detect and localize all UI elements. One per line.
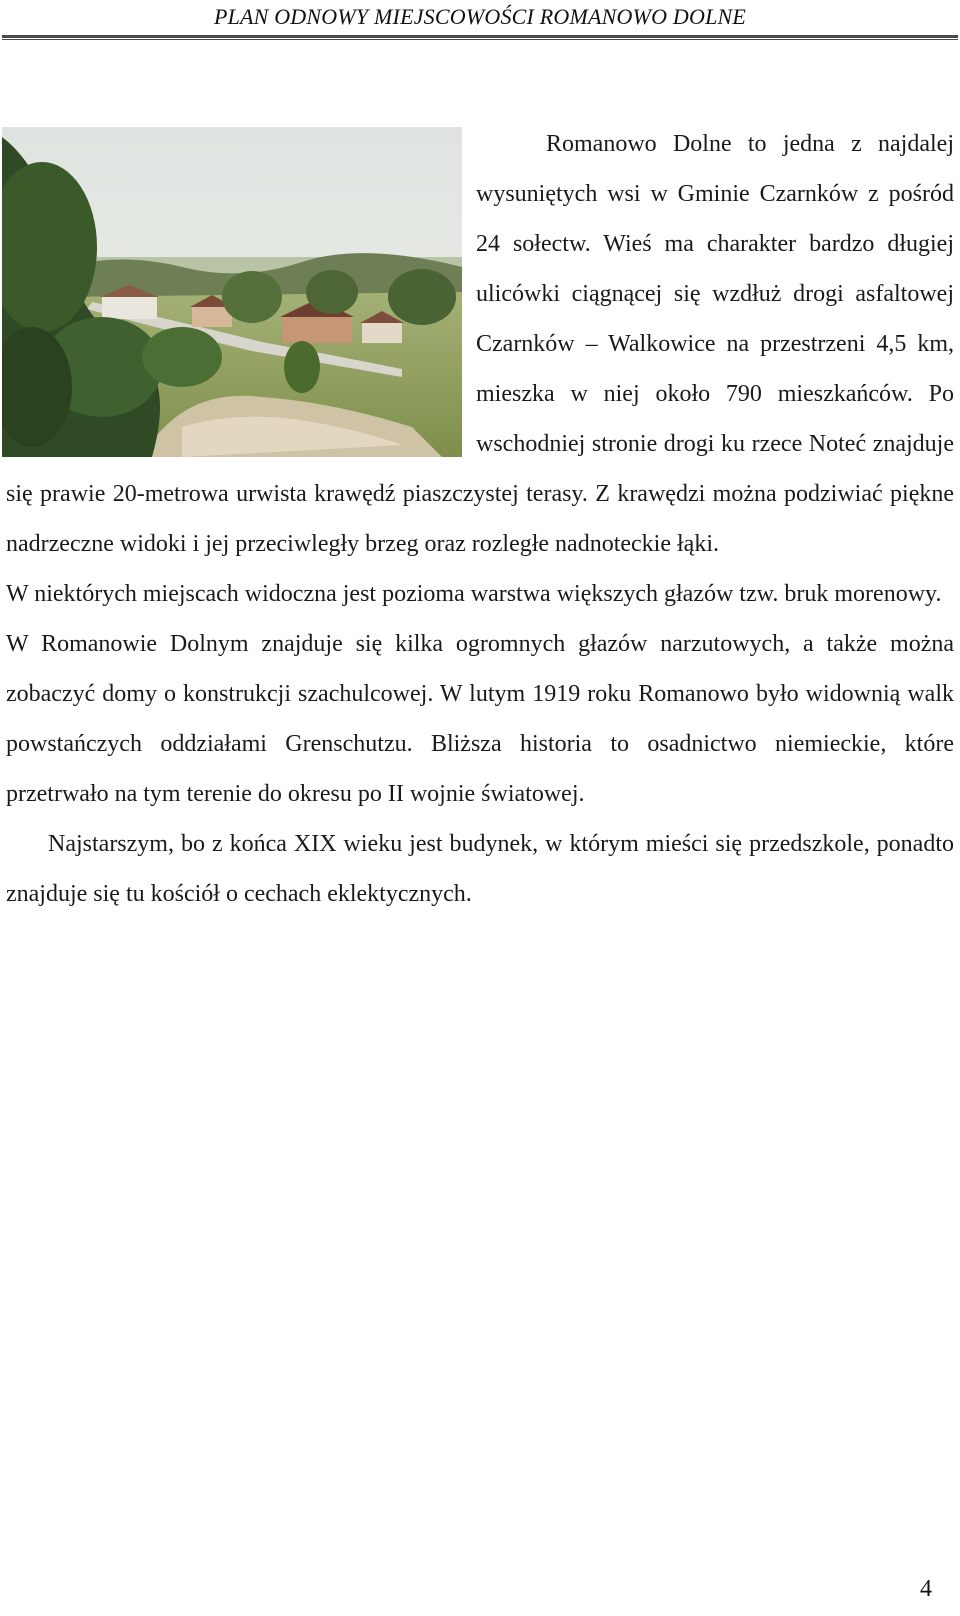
village-landscape-photo bbox=[2, 127, 462, 457]
header-rule bbox=[2, 35, 958, 38]
header-title: PLAN ODNOWY MIEJSCOWOŚCI ROMANOWO DOLNE bbox=[213, 4, 747, 29]
document-body bbox=[6, 119, 954, 919]
paragraph-intro-text: Romanowo Dolne to jedna z najdalej wysuniętych wsi w Gminie Czarnków z pośród 24 sołectw. Wieś ma charakter bardzo długiej ulicówki ciągnącej się wzdłuż drogi asfaltowej Czarnków – Walkowice na przestrzeni 4,5 km, mieszka w niej około 790 mieszkańców. Po wschodniej stronie drogi ku rzece Noteć znajduje się prawie 20-metrowa urwista krawędź piaszczystej terasy. Z krawędzi można podziwiać piękne nadrzeczne widoki i jej przeciwległy brzeg oraz rozległe nadnoteckie łąki. bbox=[6, 131, 954, 557]
paragraph-buildings: Najstarszym, bo z końca XIX wieku jest budynek, w którym mieści się przedszkole, ponadto znajduje się tu kościół o cechach eklektycznych. bbox=[6, 831, 954, 907]
paragraph-intro bbox=[6, 119, 954, 569]
page-header bbox=[0, 0, 960, 40]
header-rule-thin bbox=[2, 39, 958, 40]
paragraph-moraine: W niektórych miejscach widoczna jest pozioma warstwa większych głazów tzw. bruk morenowy. bbox=[6, 581, 942, 607]
paragraph-history: W Romanowie Dolnym znajduje się kilka ogromnych głazów narzutowych, a także można zobaczyć domy o konstrukcji szachulcowej. W lutym 1919 roku Romanowo było widownią walk powstańczych oddziałami Grenschutzu. Bliższa historia to osadnictwo niemieckie, które przetrwało na tym terenie do okresu po II wojnie światowej. bbox=[6, 631, 954, 807]
page-number: 4 bbox=[920, 1576, 932, 1602]
